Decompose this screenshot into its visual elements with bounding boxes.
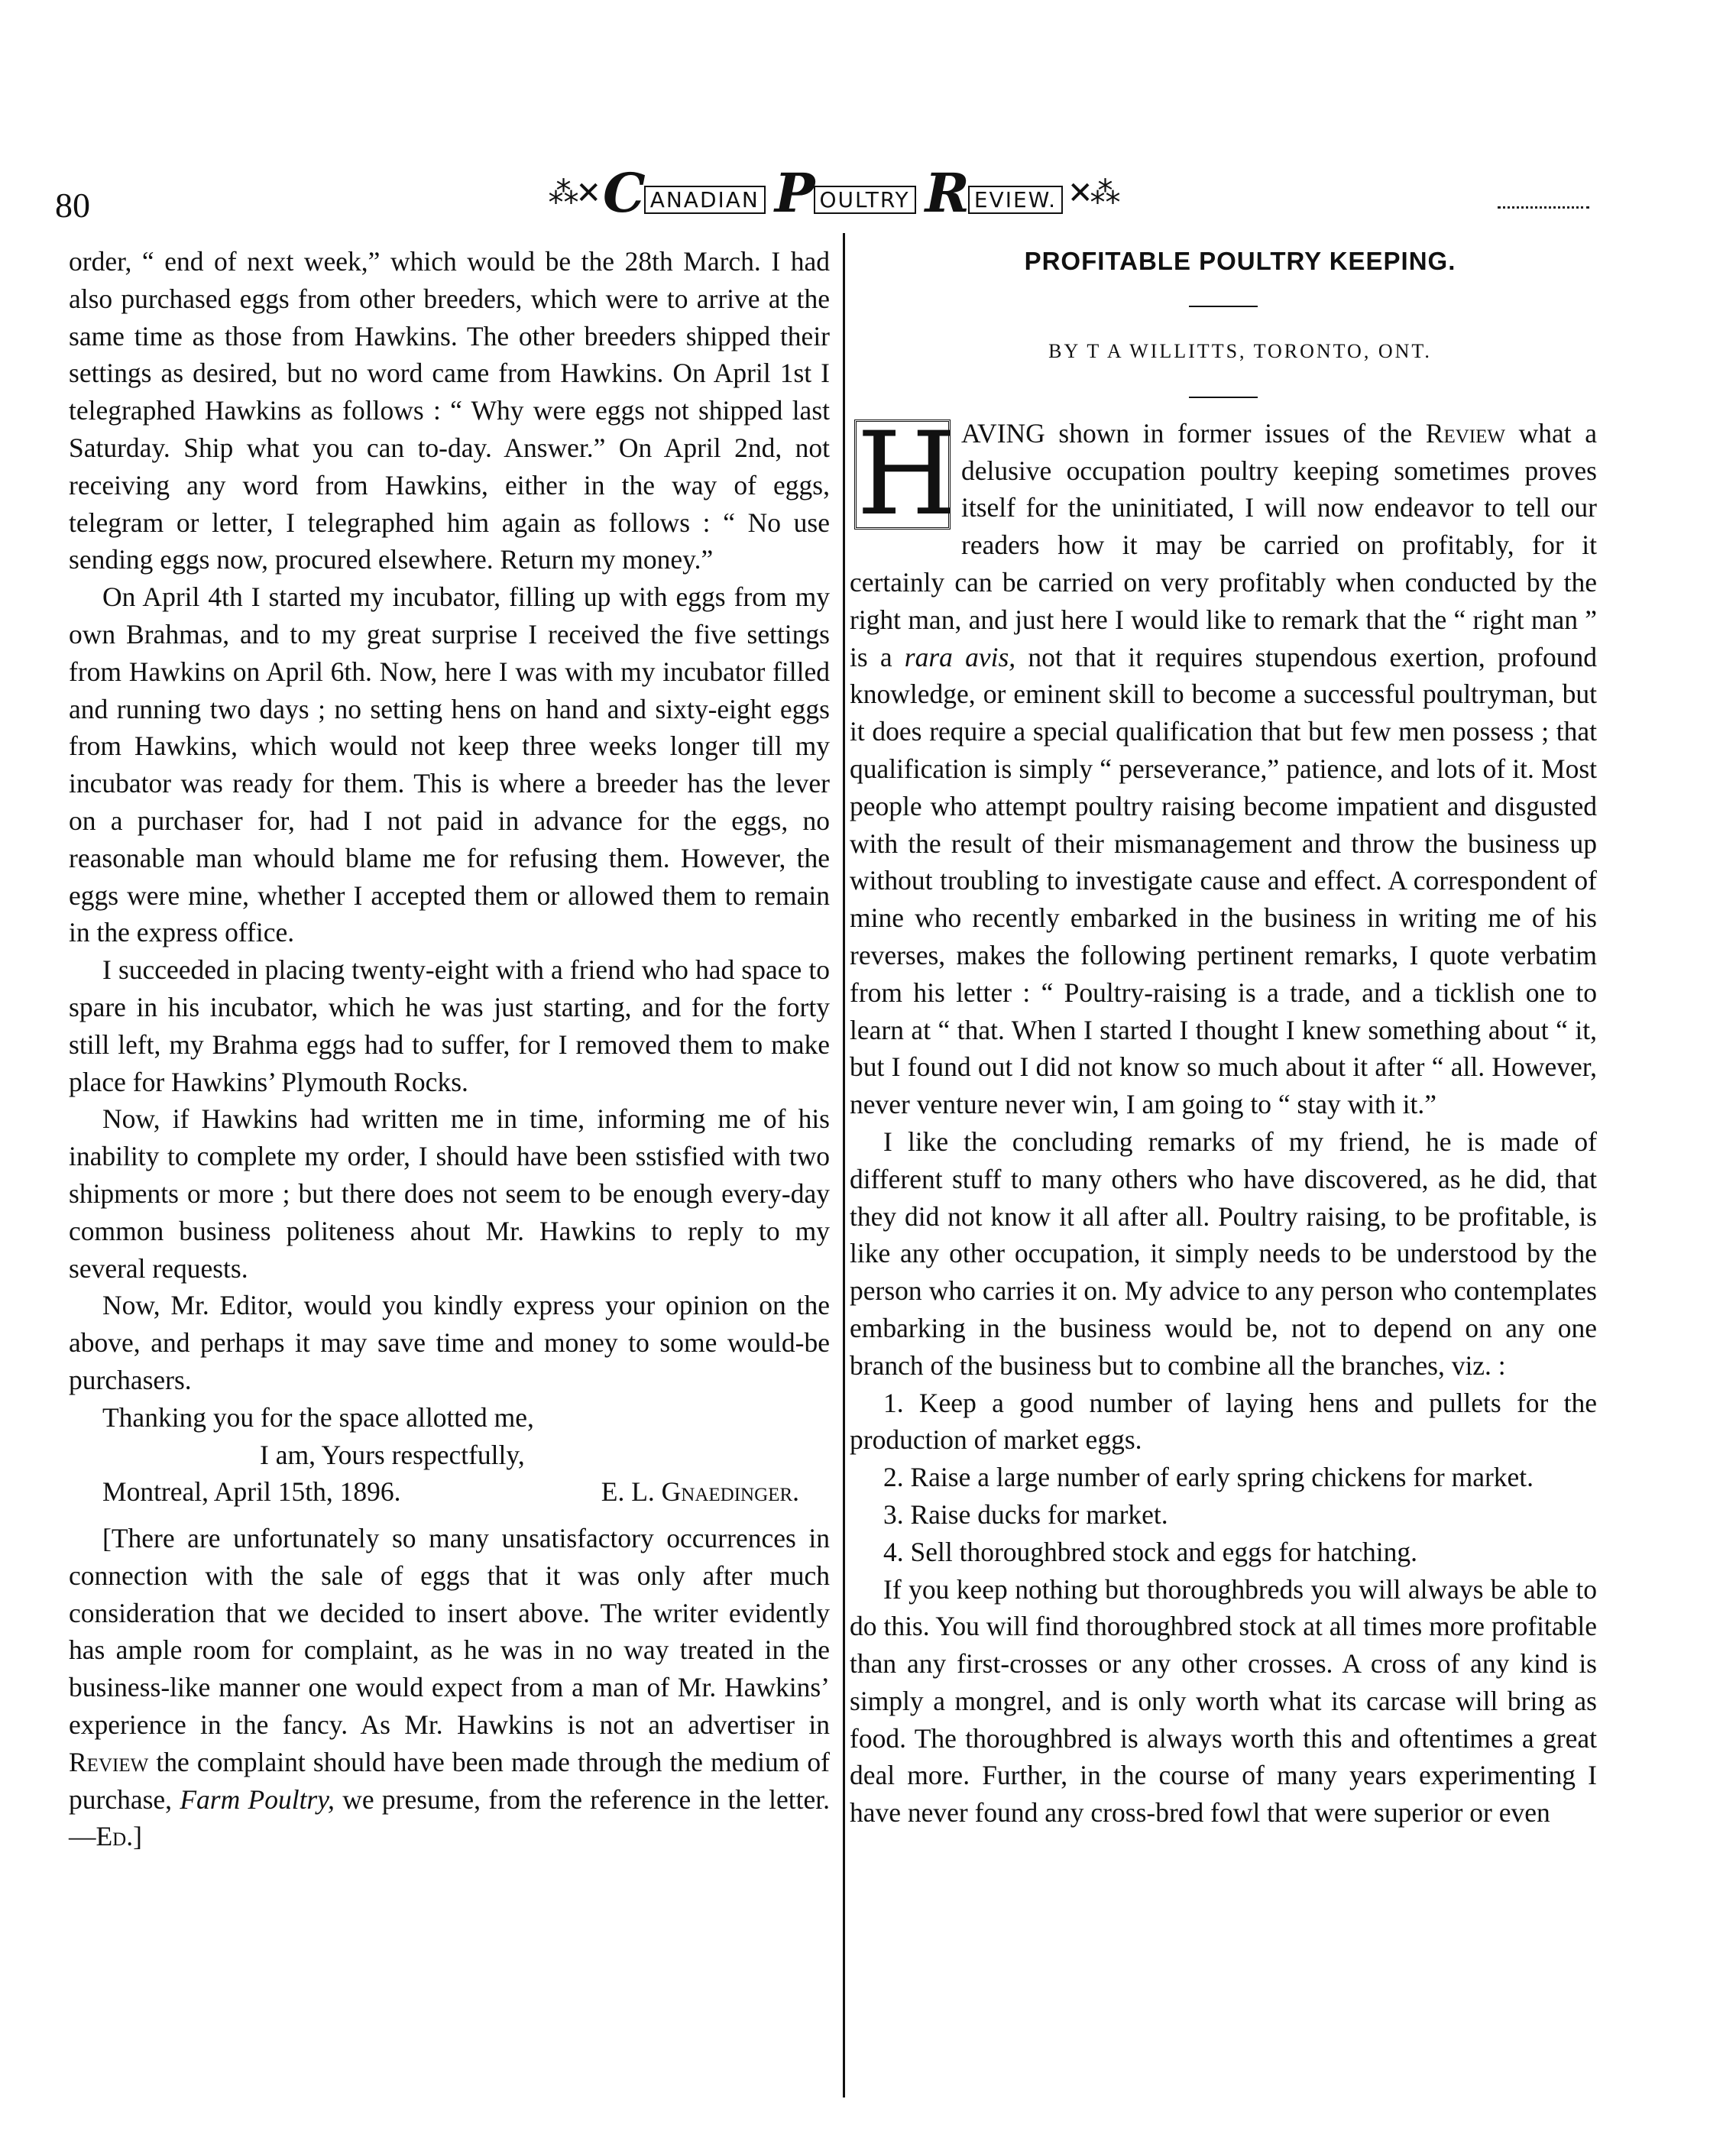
signature-name: E. L. Gnaedinger. xyxy=(601,1476,799,1508)
column-divider xyxy=(843,233,845,2098)
letter-signature xyxy=(69,1473,830,1511)
left-column xyxy=(69,243,830,1855)
article-paragraph-2: I like the concluding remarks of my friend, he is made of different stuff to many others who have discovered, as he did, that they did not know it all after all. Poultry raising, to be profitable, is like any other occupation, it simply needs to be understood by the person who carries it on. My advice to any person who contemplates embarking in the business would be, not to depend on any one branch of the business but to combine all the branches, viz. : xyxy=(850,1126,1597,1381)
header-rule xyxy=(1498,206,1589,209)
byline-rule xyxy=(1189,397,1258,398)
letter-thanks: Thanking you for the space allotted me, xyxy=(102,1401,534,1433)
ornament-left-icon: ⁂✕ xyxy=(548,176,598,211)
masthead-word-poultry: P OULTRY xyxy=(775,167,916,220)
letter-paragraph-1: order, “ end of next week,” which would be the 28th March. I had also purchased eggs from other breeders, which were to arrive at the same time as those from Hawkins. The other breeders shipped their settings as desired, but no word came from Hawkins. On April 1st I telegraphed Hawkins as follows : “ Why were eggs not shipped last Saturday. Ship what you can to-day. Answer.” On April 2nd, not receiving any word from Hawkins, either in the way of eggs, telegram or letter, I telegraphed him again as follows : “ No use sending eggs now, procured elsewhere. Return my money.” xyxy=(69,246,830,575)
letter-closing: I am, Yours respectfully, xyxy=(260,1439,525,1470)
signature-place-date: Montreal, April 15th, 1896. xyxy=(102,1476,401,1508)
masthead-word-canadian: C ANADIAN xyxy=(603,167,766,220)
letter-paragraph-5: Now, Mr. Editor, would you kindly express your opinion on the above, and perhaps it may save time and money to some would-be purchasers. xyxy=(69,1290,830,1395)
list-item: 3. Raise ducks for market. xyxy=(883,1498,1168,1530)
article-paragraph-3: If you keep nothing but thoroughbreds you will always be able to do this. You will find thoroughbred stock at all times more profitable than any first-crosses or any other crosses. A cross of any kind is simply a mongrel, and is only worth what its carcase will bring as food. The thoroughbred is always worth this and oftentimes a great deal more. Further, in the course of many years experimenting I have never found any cross-bred fowl that were superior or even xyxy=(850,1573,1597,1829)
ornament-right-icon: ✕⁂ xyxy=(1067,176,1118,211)
article-title: PROFITABLE POULTRY KEEPING. xyxy=(1024,247,1456,275)
letter-paragraph-3: I succeeded in placing twenty-eight with a friend who had space to spare in his incubator, which he was just starting, and for the forty still left, my Brahma eggs had to suffer, for I removed them to make place for Hawkins’ Plymouth Rocks. xyxy=(69,954,830,1097)
masthead-word-review: R EVIEW. xyxy=(925,167,1063,220)
list-item: 4. Sell thoroughbred stock and eggs for hatching. xyxy=(883,1536,1418,1567)
letter-paragraph-4: Now, if Hawkins had written me in time, informing me of his inability to complete my order, I should have been sstisfied with two shipments or more ; but there does not seem to be enough every-day common business politeness ahout Mr. Hawkins to reply to my several requests. xyxy=(69,1103,830,1284)
masthead xyxy=(535,159,1131,228)
title-rule xyxy=(1189,306,1258,307)
article-byline: BY T A WILLITTS, TORONTO, ONT. xyxy=(1048,340,1432,362)
article-intro: H AVING shown in former issues of the Review what a delusive occupation poultry keeping sometimes proves itself for the uninitiated, I will now endeavor to tell our readers how it may be carried on profitably, for it certainly can be carried on very profitably when conducted by the right man, and just here I would like to remark that the “ right man ” is a rara avis, not that it requires stupendous exertion, profound knowledge, or eminent skill to become a successful poultryman, but it does require a special qualification that but few men possess ; that qualification is simply “ perseverance,” patience, and lots of it. Most people who attempt poultry raising become impatient and disgusted with the result of their mismanagement and throw the business up without troubling to investigate cause and effect. A correspondent of mine who recently embarked in the business in writing me of his reverses, makes the following pertinent remarks, I quote verbatim from his letter : “ Poultry-raising is a trade, and a ticklish one to learn at “ that. When I started I thought I knew something about “ it, but I found out I did not know so much about it after “ all. However, never venture never win, I am going to “ stay with it.” xyxy=(850,407,1598,1120)
page-number: 80 xyxy=(55,186,90,225)
editor-note: [There are unfortunately so many unsatisfactory occurrences in connection with the sale of eggs that it was only after much consideration that we decided to insert above. The writer evidently has ample room for complaint, as he was in no way treated in the business-like manner one would expect from a man of Mr. Hawkins’ experience in the fancy. As Mr. Hawkins is not an advertiser in Review the complaint should have been made through the medium of purchase, Farm Poultry, we presume, from the reference in the letter.—Ed.] xyxy=(69,1523,831,1852)
list-item: 2. Raise a large number of early spring chickens for market. xyxy=(883,1462,1534,1493)
dropcap-h: H xyxy=(854,420,951,530)
right-column xyxy=(850,243,1597,1832)
list-item: 1. Keep a good number of laying hens and pullets for the production of market eggs. xyxy=(850,1387,1597,1456)
letter-paragraph-2: On April 4th I started my incubator, filling up with eggs from my own Brahmas, and to my great surprise I received the five settings from Hawkins on April 6th. Now, here I was with my incubator filled and running two days ; no setting hens on hand and sixty-eight eggs from Hawkins, which would not keep three weeks longer till my incubator was ready for them. This is where a breeder has the lever on a purchaser for, had I not paid in advance for the eggs, no reasonable man whould blame me for refusing them. However, the eggs were mine, whether I accepted them or allowed them to remain in the express office. xyxy=(69,581,830,948)
